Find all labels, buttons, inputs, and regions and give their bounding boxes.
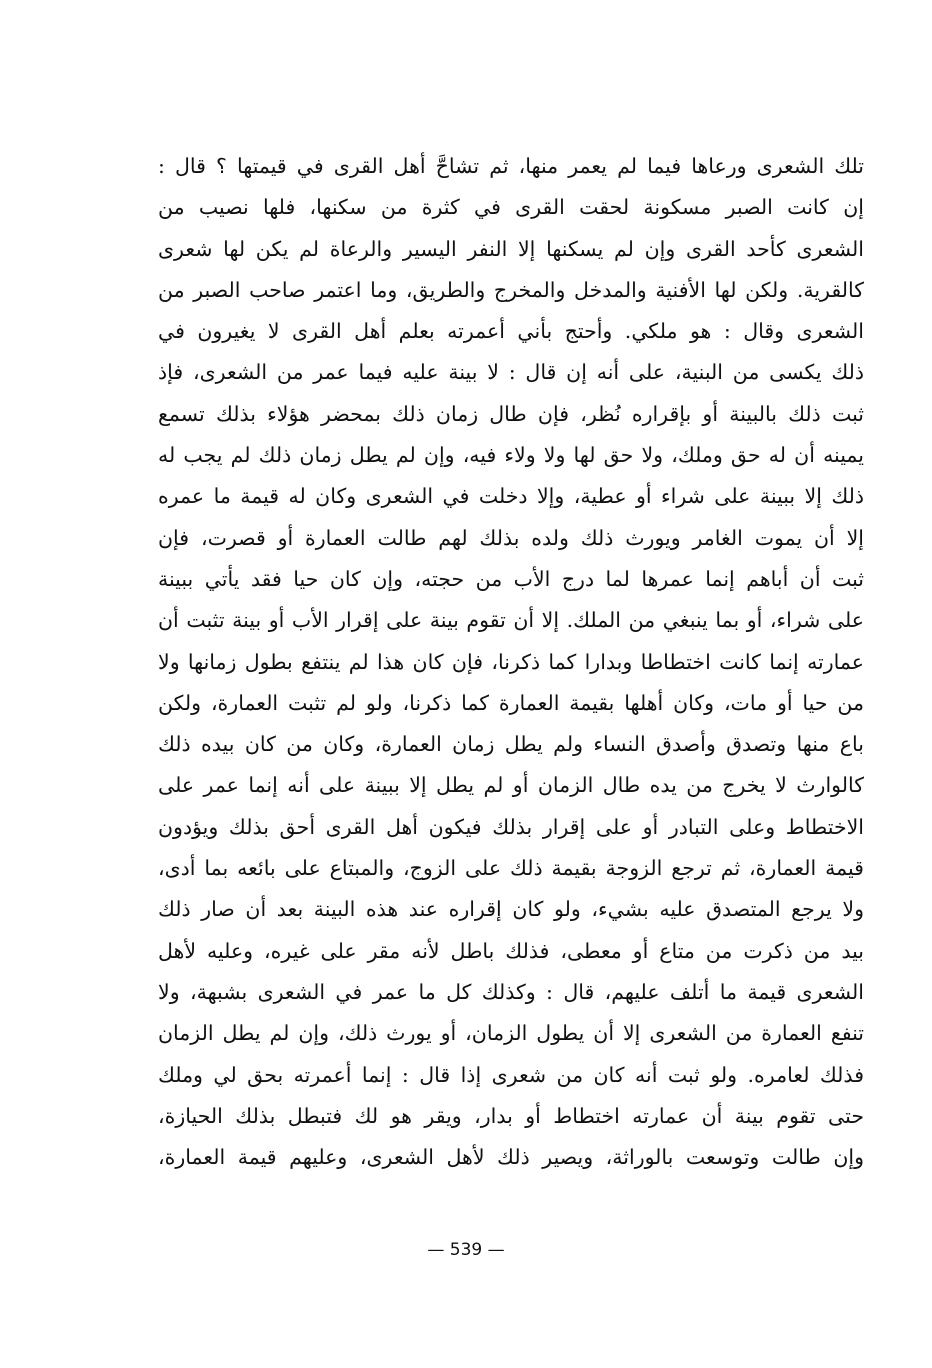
body-text [158,146,864,1178]
text-line-14: من حيا أو مات، وكان أهلها بقيمة العمارة كما ذكرنا، ولو لم تثبت العمارة، ولكن [158,690,864,715]
text-line-11: ثبت أن أباهم إنما عمرها لما درج الأب من حجته، وإن كان حيا فقد يأتي ببينة [158,566,864,591]
page-number: — 539 — [427,1240,505,1260]
text-line-15: باع منها وتصدق وأصدق النساء ولم يطل زمان العمارة، وكان من كان بيده ذلك [158,732,864,757]
text-line-10: إلا أن يموت الغامر ويورث ذلك ولده بذلك لهم طالت العمارة أو قصرت، فإن [158,525,864,550]
text-line-2: إن كانت الصبر مسكونة لحقت القرى في كثرة من سكنها، فلها نصيب من [158,195,864,220]
text-line-18: قيمة العمارة، ثم ترجع الزوجة بقيمة ذلك على الزوج، والمبتاع على بائعه بما أدى، [158,856,864,881]
text-line-6: ذلك يكسى من البنية، على أنه إن قال : لا بينة عليه فيما عمر من الشعرى، فإذ [158,360,864,385]
text-line-5: الشعرى وقال : هو ملكي. وأحتج بأني أعمرته بعلم أهل القرى لا يغيرون في [158,319,864,344]
text-line-23: فذلك لعامره. ولو ثبت أنه كان من شعرى إذا قال : إنما أعمرته بحق لي وملك [158,1062,864,1087]
text-line-25: وإن طالت وتوسعت بالوراثة، ويصير ذلك لأهل الشعرى، وعليهم قيمة العمارة، [158,1145,864,1170]
text-line-7: ثبت ذلك بالبينة أو بإقراره نُظر، فإن طال زمان ذلك بمحضر هؤلاء بذلك تسمع [158,401,864,426]
text-line-17: الاختطاط وعلى التبادر أو على إقرار بذلك فيكون أهل القرى أحق بذلك ويؤدون [158,814,864,839]
text-line-20: بيد من ذكرت من متاع أو معطى، فذلك باطل لأنه مقر على غيره، وعليه لأهل [158,938,864,963]
text-line-12: على شراء، أو بما ينبغي من الملك. إلا أن تقوم بينة على إقرار الأب أو بينة تثبت أن [158,608,864,633]
text-line-21: الشعرى قيمة ما أتلف عليهم، قال : وكذلك كل ما عمر في الشعرى بشبهة، ولا [158,979,864,1004]
text-line-4: كالقرية. ولكن لها الأفنية والمدخل والمخرج والطريق، وما اعتمر صاحب الصبر من [158,277,864,302]
text-line-22: تنفع العمارة من الشعرى إلا أن يطول الزمان، أو يورث ذلك، وإن لم يطل الزمان [158,1021,864,1046]
text-line-9: ذلك إلا ببينة على شراء أو عطية، وإلا دخلت في الشعرى وكان له قيمة ما عمره [158,484,864,509]
text-line-19: ولا يرجع المتصدق عليه بشيء، ولو كان إقراره عند هذه البينة بعد أن صار ذلك [158,897,864,922]
text-line-24: حتى تقوم بينة أن عمارته اختطاط أو بدار، ويقر هو لك فتبطل بذلك الحيازة، [158,1103,864,1128]
text-line-13: عمارته إنما كانت اختطاطا وبدارا كما ذكرنا، فإن كان هذا لم ينتفع بطول زمانها ولا [158,649,864,674]
text-line-8: يمينه أن له حق وملك، ولا حق لها ولا ولاء فيه، وإن لم يطل زمان ذلك لم يجب له [158,443,864,468]
text-line-3: الشعرى كأحد القرى وإن لم يسكنها إلا النفر اليسير والرعاة لم يكن لها شعرى [158,236,864,261]
text-line-1: تلك الشعرى ورعاها فيما لم يعمر منها، ثم تشاحَّ أهل القرى في قيمتها ؟ قال : [158,154,864,178]
text-line-16: كالوارث لا يخرج من يده طال الزمان أو لم يطل إلا ببينة على أنه إنما عمر على [158,773,864,798]
